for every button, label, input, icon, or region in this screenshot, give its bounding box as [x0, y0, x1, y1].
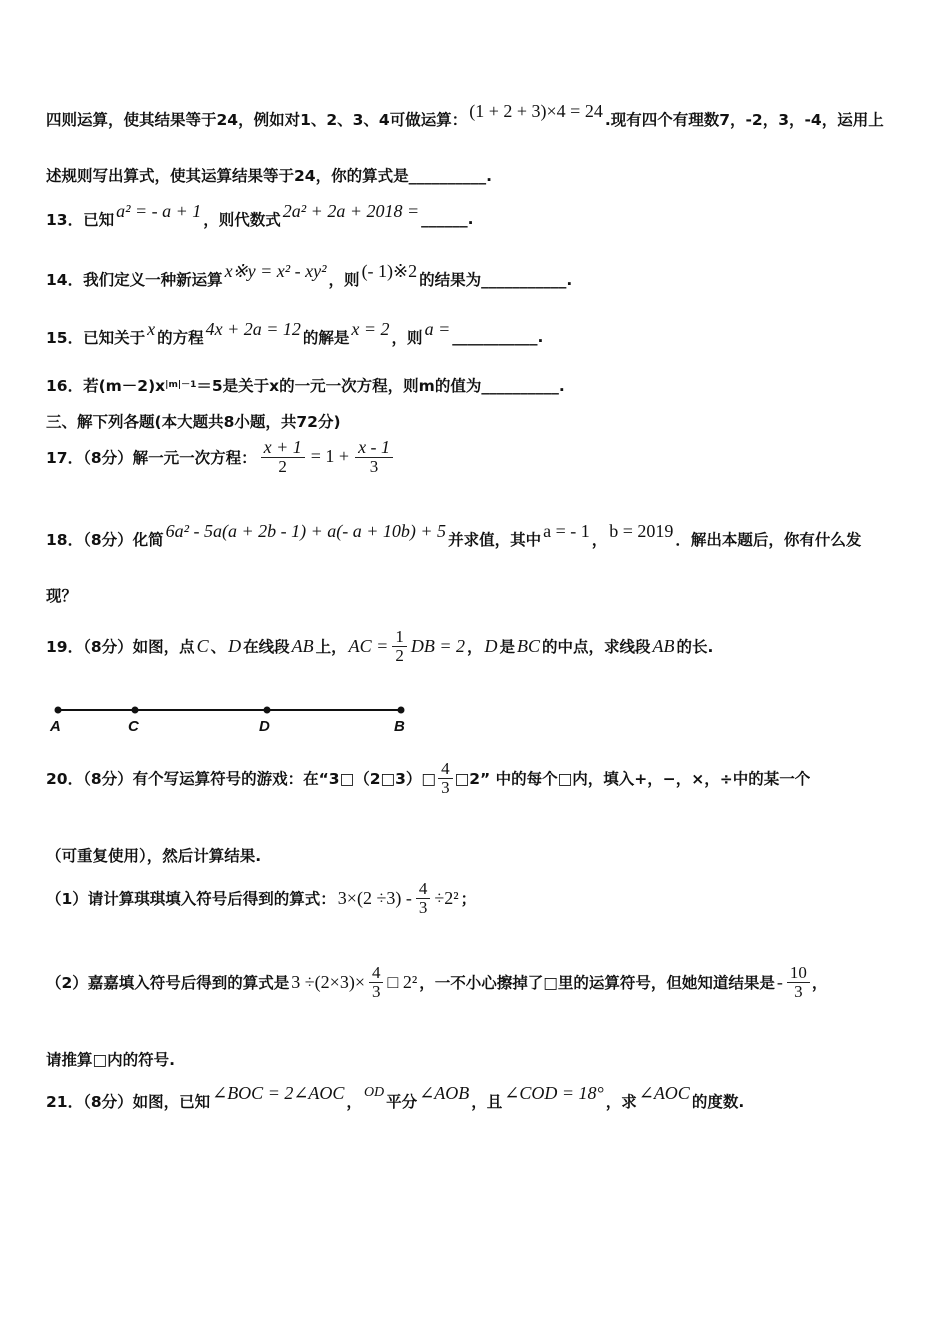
- q20-text-line2: （可重复使用），然后计算结果.: [46, 847, 262, 865]
- q20-p2-f2-num: 10: [787, 964, 810, 983]
- q21-text-f: 的度数.: [691, 1093, 745, 1111]
- q20-p1-f-den: 3: [418, 897, 428, 917]
- q12-text-a: 四则运算，使其结果等于24，例如对1、2、3、4可做运算：: [46, 111, 468, 129]
- q15-line: [46, 318, 544, 348]
- q16-exponent: |m|－1: [165, 379, 197, 390]
- q18-line1: [46, 520, 862, 550]
- q21-math-2: OD: [363, 1085, 385, 1100]
- q21-math-3: ∠AOB: [419, 1082, 470, 1103]
- q12-text-line2: 述规则写出算式，使其运算结果等于24，你的算式是__________.: [46, 167, 492, 185]
- segment-svg: [46, 700, 416, 720]
- q20-p2-f2-den: 3: [794, 981, 803, 1001]
- q12-math: (1 + 2 + 3)×4 = 24: [469, 100, 603, 121]
- q19-math-1: C: [196, 635, 209, 656]
- q19-math-3: AB: [291, 635, 314, 656]
- q18-math-1: 6a² - 5a(a + 2b - 1) + a(- a + 10b) + 5: [165, 520, 447, 541]
- q20-text-a: 20．（8分）有个写运算符号的游戏：在“3□（2□3）□: [46, 770, 437, 789]
- q20-p2-f-num: 4: [369, 964, 384, 983]
- q19-text-f: 是: [499, 638, 515, 657]
- q15-text-b: 的方程: [157, 329, 204, 347]
- q19-text-h: 的长.: [676, 638, 714, 657]
- q20-f-num: 4: [438, 760, 453, 779]
- q20-p2-f-den: 3: [371, 981, 381, 1001]
- q20-p2-math-1: 3 ÷(2×3)×: [291, 971, 365, 992]
- q12-text-b: .现有四个有理数7，-2，3，-4，运用上: [604, 111, 884, 129]
- q15-math-4: a =: [424, 318, 451, 339]
- q21-text-e: ，求: [605, 1093, 637, 1111]
- q14-text-a: 14．我们定义一种新运算: [46, 271, 223, 289]
- q20-fraction: [438, 760, 453, 797]
- q20-p2-text-c: ，: [811, 974, 828, 993]
- q20-text-last: 请推算□内的符号.: [46, 1051, 176, 1069]
- q13-text-a: 13．已知: [46, 211, 115, 229]
- q20-f-den: 3: [441, 777, 450, 797]
- q20-p2-fraction-2: [787, 964, 810, 1001]
- q18-text-c: ，: [591, 531, 608, 549]
- q19-math-4b: DB = 2: [410, 635, 465, 656]
- q19-text-g: 的中点，求线段: [542, 638, 651, 657]
- q14-text-b: ，则: [328, 271, 360, 289]
- q20-line2: [46, 844, 261, 866]
- q21-text-d: ，且: [471, 1093, 503, 1111]
- q17-fraction-1: [259, 438, 307, 476]
- q21-text-c: 平分: [386, 1093, 418, 1111]
- q19-math-6: BC: [517, 635, 541, 656]
- q21-text-a: 21．（8分）如图，已知: [46, 1093, 211, 1111]
- q13-text-b: ，则代数式: [203, 211, 281, 229]
- q18-text-a: 18．（8分）化简: [46, 531, 164, 549]
- q21-math-5: ∠AOC: [638, 1082, 690, 1103]
- q15-text-e: ___________.: [452, 328, 544, 346]
- q16-text-b: ＝5是关于x的一元一次方程，则m的值为__________.: [196, 377, 565, 395]
- q20-part2: [46, 964, 827, 1001]
- q16-text-a: 16．若(m－2)x: [46, 377, 166, 395]
- q15-math-1: x: [147, 318, 156, 339]
- q20-text-b: □2” 中的每个□内，填入+，−，×，÷中的某一个: [454, 770, 811, 789]
- q17-text-a: 17．（8分）解一元一次方程：: [46, 448, 257, 467]
- q19-f-num: 1: [392, 628, 407, 647]
- point-b-dot: [398, 707, 405, 714]
- q17-f2-num: x - 1: [355, 438, 393, 458]
- point-d-label: D: [259, 718, 270, 735]
- point-c-dot: [132, 707, 139, 714]
- q17-mid: = 1 +: [310, 446, 350, 467]
- q13-line: [46, 200, 474, 230]
- q19-math-4a: AC =: [348, 635, 389, 656]
- q17-f1-num: x + 1: [261, 438, 305, 458]
- q21-math-4: ∠COD = 18°: [504, 1082, 604, 1103]
- q19-text-d: 上，: [315, 638, 347, 657]
- point-c-label: C: [128, 718, 139, 735]
- q15-text-c: 的解是: [302, 329, 350, 347]
- q15-text-d: ，则: [391, 329, 423, 347]
- q19-fraction: [392, 628, 407, 665]
- q20-p1-math-2: ÷2²: [434, 887, 459, 908]
- q12-line1: [46, 100, 884, 130]
- point-b-label: B: [394, 718, 405, 735]
- q20-p2-math-3: -: [776, 971, 783, 992]
- q18-text-b: 并求值，其中: [448, 531, 542, 549]
- q17-f2-den: 3: [369, 456, 379, 476]
- point-a-label: A: [50, 718, 61, 735]
- q20-line1: [46, 760, 810, 797]
- q20-p1-math-1: 3×(2 ÷3) -: [337, 887, 412, 908]
- q17-fraction-2: [353, 438, 395, 476]
- q20-p2-text-b: ，一不小心擦掉了□里的运算符号，但她知道结果是: [419, 974, 775, 993]
- q20-p1-text-a: （1）请计算琪琪填入符号后得到的算式：: [46, 890, 336, 909]
- q19-math-5: D: [484, 635, 498, 656]
- q18-text-line2: 现？: [46, 587, 78, 605]
- q14-math-2: (- 1)※2: [361, 260, 418, 281]
- point-a-dot: [55, 707, 62, 714]
- section-3-heading: [46, 410, 341, 432]
- q18-text-d: ．解出本题后，你有什么发: [675, 531, 862, 549]
- q20-p1-fraction: [416, 880, 431, 917]
- q19-text-b: 、: [210, 638, 227, 657]
- q21-math-1: ∠BOC = 2∠AOC: [212, 1082, 345, 1103]
- q19-text-e: ，: [466, 638, 483, 657]
- q19-text-a: 19．（8分）如图，点: [46, 638, 195, 657]
- q17-line: [46, 438, 397, 476]
- q12-line2: [46, 164, 492, 186]
- section-3-text: 三、解下列各题(本大题共8小题，共72分): [46, 413, 341, 431]
- q15-text-a: 15．已知关于: [46, 329, 146, 347]
- line-segment-figure: [46, 700, 416, 740]
- point-d-dot: [264, 707, 271, 714]
- q15-math-3: x = 2: [351, 318, 390, 339]
- q20-part1: [46, 880, 476, 917]
- q17-f1-den: 2: [278, 456, 287, 476]
- q20-p2-math-2: □ 2²: [387, 971, 418, 992]
- q13-text-c: ______.: [421, 210, 474, 228]
- q20-p2-text-a: （2）嘉嘉填入符号后得到的算式是: [46, 974, 290, 993]
- q19-math-2: D: [228, 635, 242, 656]
- q19-f-den: 2: [395, 645, 404, 665]
- q14-text-c: 的结果为___________.: [419, 271, 573, 289]
- q19-line: [46, 628, 713, 665]
- q19-text-c: 在线段: [243, 638, 290, 657]
- q18-line2: [46, 584, 77, 606]
- q14-line: [46, 260, 573, 290]
- q21-text-b: ，: [346, 1093, 362, 1111]
- q21-line: [46, 1082, 745, 1112]
- q20-line-last: [46, 1048, 175, 1070]
- q20-p1-f-num: 4: [416, 880, 431, 899]
- q14-math-1: x※y = x² - xy²: [224, 260, 327, 281]
- q15-math-2: 4x + 2a = 12: [205, 318, 301, 339]
- q19-math-7: AB: [652, 635, 675, 656]
- q20-p1-text-b: ；: [460, 890, 477, 909]
- q13-math-1: a² = - a + 1: [116, 200, 202, 221]
- q20-p2-fraction: [369, 964, 384, 1001]
- q13-math-2: 2a² + 2a + 2018 =: [282, 200, 420, 221]
- q18-math-3: b = 2019: [609, 520, 674, 541]
- q18-math-2: a = - 1: [543, 520, 590, 541]
- q16-line: [46, 374, 565, 396]
